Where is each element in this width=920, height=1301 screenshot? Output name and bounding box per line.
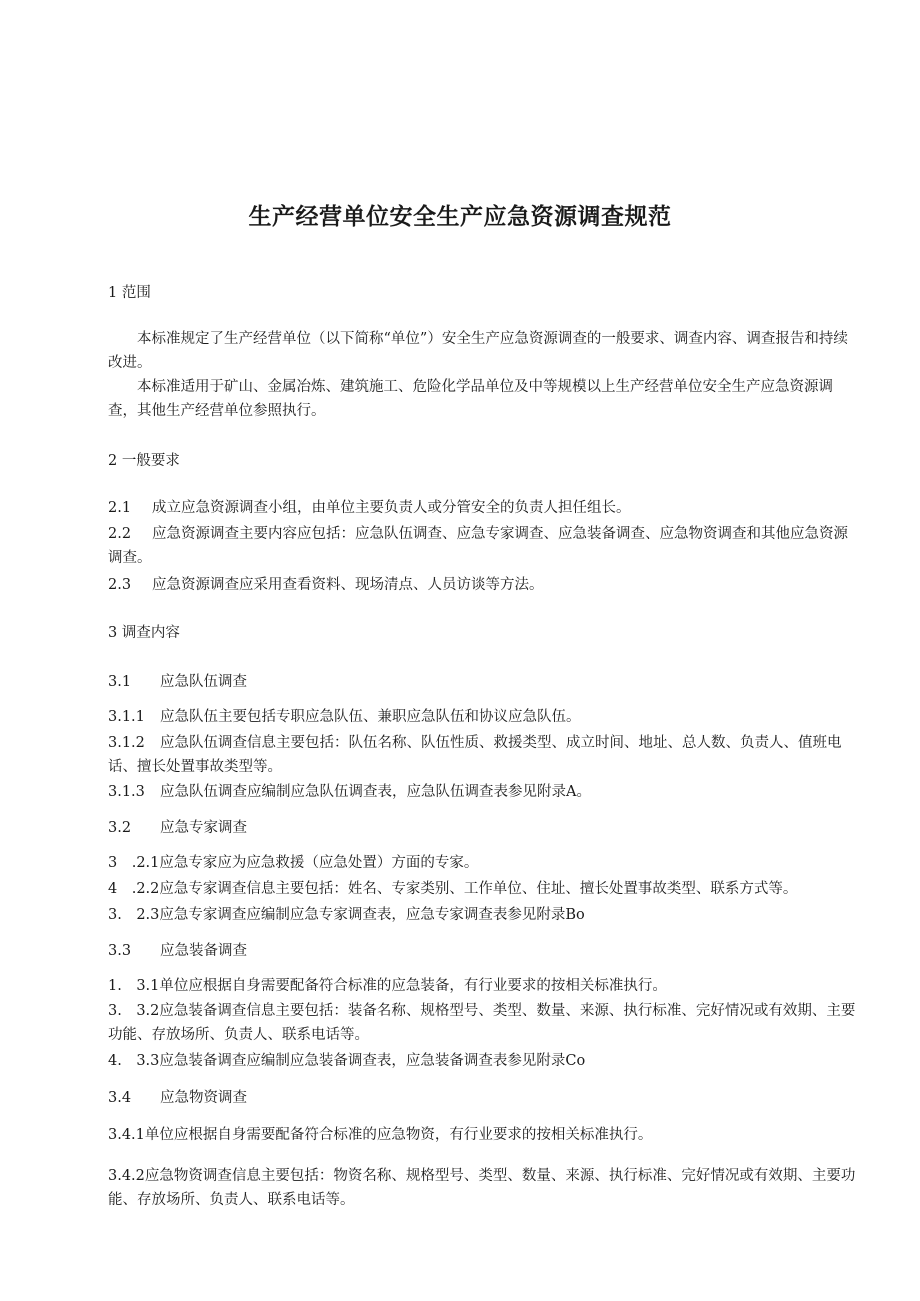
clause-text: 成立应急资源调查小组，由单位主要负责人或分管安全的负责人担任组长。 [152, 500, 631, 516]
clause-3-3-3: 4. 3.3应急装备调查应编制应急装备调查表，应急装备调查表参见附录Co [108, 1053, 586, 1069]
section-2-heading: 2 一般要求 [108, 453, 180, 469]
clause-text: 应急资源调查应采用查看资料、现场清点、人员访谈等方法。 [152, 577, 544, 593]
clause-3-3-1: 1. 3.1单位应根据自身需要配备符合标准的应急装备，有行业要求的按相关标准执行。 [108, 978, 667, 994]
subsection-3-2-heading: 3.2 应急专家调查 [108, 820, 248, 836]
clause-2-2 [108, 522, 860, 570]
clause-3-4-1: 3.4.1单位应根据自身需要配备符合标准的应急物资，有行业要求的按相关标准执行。 [108, 1127, 653, 1143]
clause-number: 2.3 [108, 577, 132, 593]
clause-number: 3.1.2 [108, 735, 145, 751]
clause-3-2-2: 4 .2.2应急专家调查信息主要包括：姓名、专家类别、工作单位、住址、擅长处置事故类型、联系方式等。 [108, 881, 798, 897]
clause-3-4-2: 3.4.2应急物资调查信息主要包括：物资名称、规格型号、类型、数量、来源、执行标准、完好情况或有效期、主要功能、存放场所、负责人、联系电话等。 [108, 1168, 856, 1208]
section-1-paragraph-2: 本标准适用于矿山、金属冶炼、建筑施工、危险化学品单位及中等规模以上生产经营单位安全生产应急资源调查，其他生产经营单位参照执行。 [108, 379, 833, 419]
section-1-heading: 1 范围 [108, 285, 151, 301]
clause-3-2-3: 3. 2.3应急专家调查应编制应急专家调查表，应急专家调查表参见附录Bo [108, 907, 585, 923]
subsection-3-1-heading: 3.1 应急队伍调查 [108, 674, 248, 690]
clause-3-1-2 [108, 731, 860, 779]
clause-text: 应急队伍调查信息主要包括：队伍名称、队伍性质、救援类型、成立时间、地址、总人数、负责人、值班电话、擅长处置事故类型等。 [108, 735, 842, 775]
clause-2-3 [108, 573, 860, 597]
section-3-heading: 3 调查内容 [108, 625, 180, 641]
clause-3-3-2: 3. 3.2应急装备调查信息主要包括：装备名称、规格型号、类型、数量、来源、执行标准、完好情况或有效期、主要功能、存放场所、负责人、联系电话等。 [108, 1003, 856, 1043]
subsection-3-4-heading: 3.4 应急物资调查 [108, 1090, 248, 1106]
clause-text: 应急队伍调查应编制应急队伍调查表，应急队伍调查表参见附录A。 [160, 784, 591, 800]
clause-3-1-1 [108, 705, 860, 729]
clause-3-1-3 [108, 780, 860, 804]
clause-text: 应急队伍主要包括专职应急队伍、兼职应急队伍和协议应急队伍。 [160, 709, 581, 725]
document-title: 生产经营单位安全生产应急资源调查规范 [248, 204, 672, 230]
clause-number: 2.1 [108, 500, 132, 516]
clause-number: 2.2 [108, 526, 132, 542]
section-1-paragraph-1: 本标准规定了生产经营单位（以下简称“单位”）安全生产应急资源调查的一般要求、调查内容、调查报告和持续改进。 [108, 331, 848, 371]
clause-2-1 [108, 496, 860, 520]
clause-number: 3.1.3 [108, 784, 145, 800]
subsection-3-3-heading: 3.3 应急装备调查 [108, 943, 248, 959]
clause-text: 应急资源调查主要内容应包括：应急队伍调查、应急专家调查、应急装备调查、应急物资调查和其他应急资源调查。 [108, 526, 848, 566]
clause-number: 3.1.1 [108, 709, 145, 725]
clause-3-2-1: 3 .2.1应急专家应为应急救援（应急处置）方面的专家。 [108, 855, 479, 871]
